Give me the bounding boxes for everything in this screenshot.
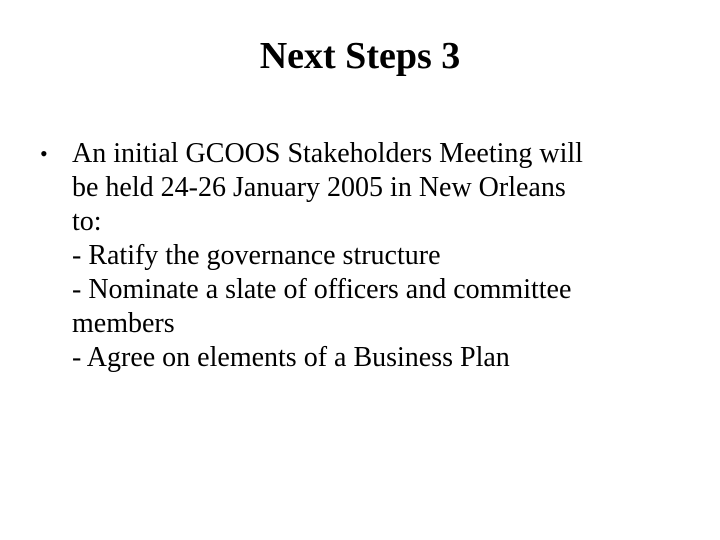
bullet-item: [40, 137, 680, 375]
bullet-icon: •: [40, 141, 48, 166]
bullet-line: be held 24-26 January 2005 in New Orleans: [72, 172, 566, 203]
bullet-line: to:: [72, 206, 102, 237]
bullet-text: [72, 137, 680, 375]
sub-item-line: members: [72, 308, 175, 339]
sub-item-line: - Agree on elements of a Business Plan: [72, 342, 510, 373]
slide-title: Next Steps 3: [259, 35, 461, 77]
bullet-line: An initial GCOOS Stakeholders Meeting will: [72, 138, 583, 169]
slide-body: [40, 137, 680, 375]
sub-item-line: - Nominate a slate of officers and committee: [72, 274, 572, 305]
sub-item-line: - Ratify the governance structure: [72, 240, 441, 271]
